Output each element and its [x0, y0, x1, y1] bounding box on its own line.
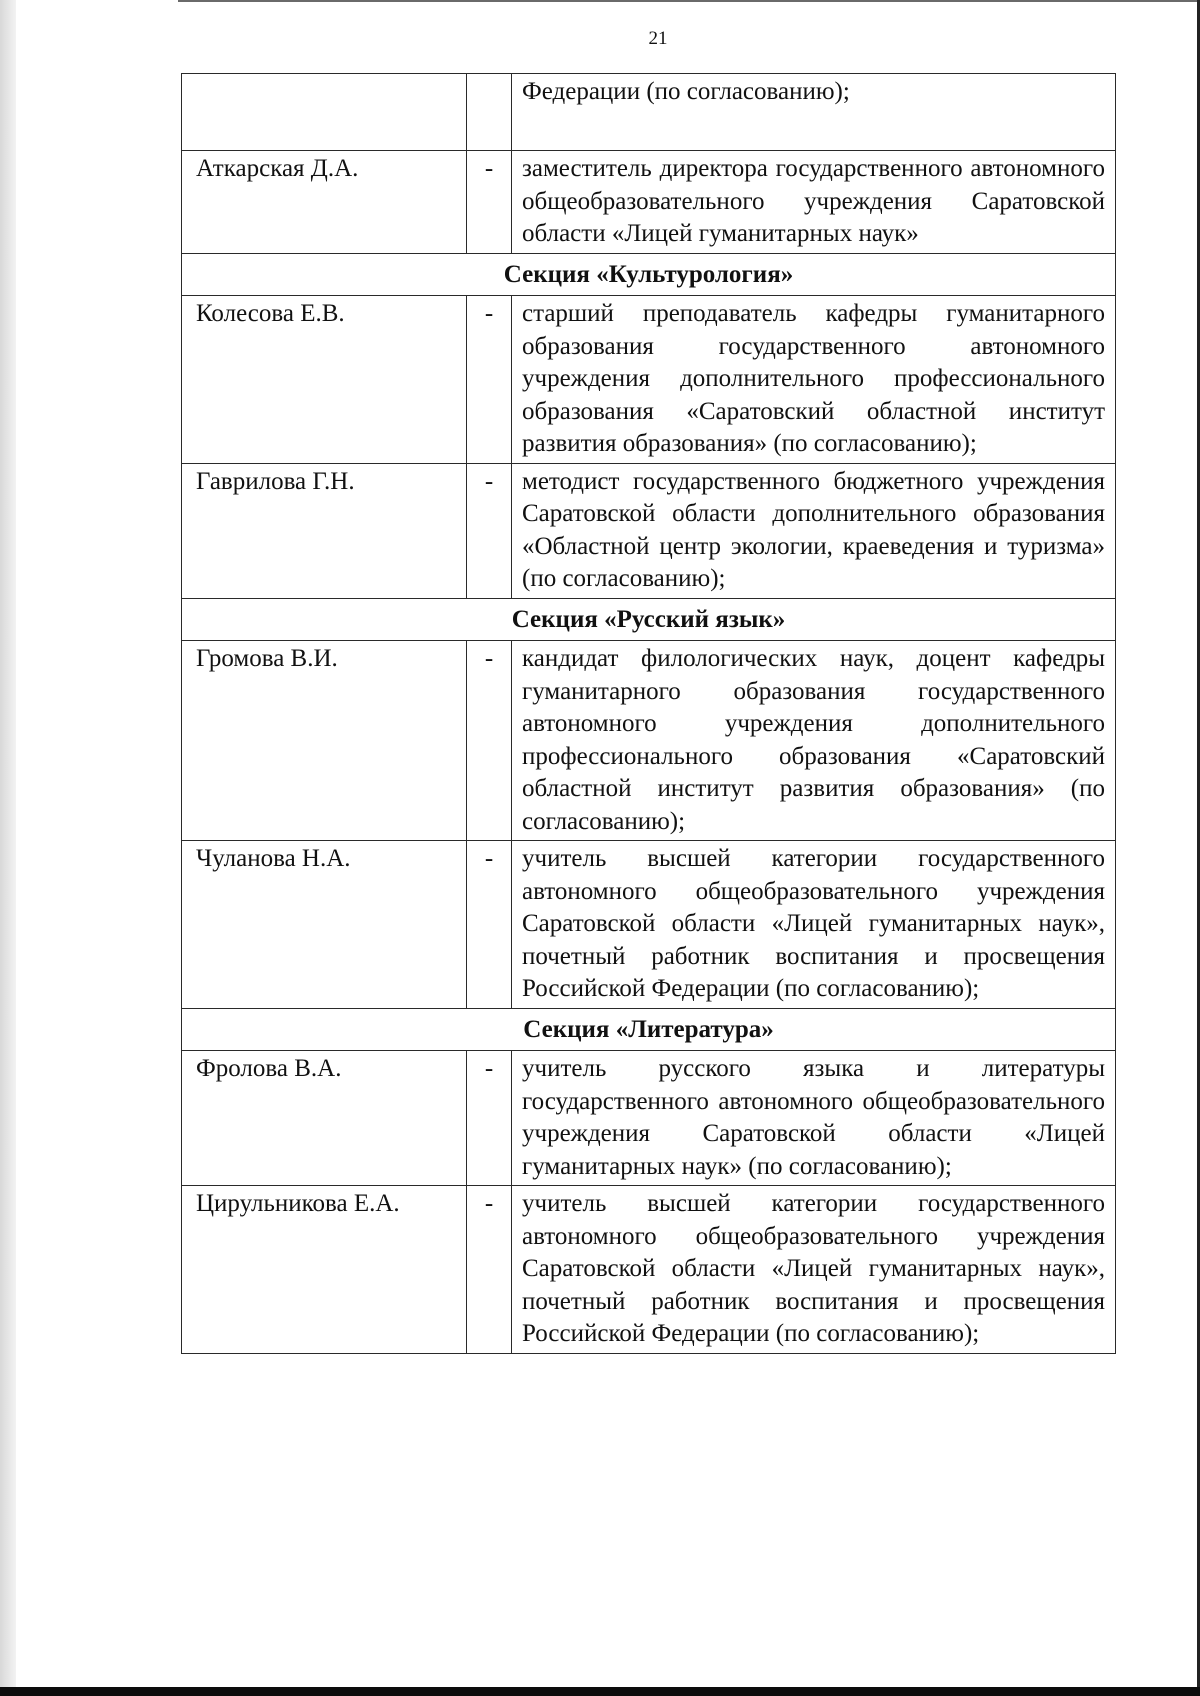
member-name: Аткарская Д.А. [182, 151, 467, 254]
table-row [182, 74, 1116, 151]
table-row [182, 1051, 1116, 1186]
table-row [182, 841, 1116, 1009]
dash-separator: - [467, 841, 512, 1009]
member-position: методист государственного бюджетного учреждения Саратовской области дополнительного образования «Областной центр экологии, краеведения и туризма» (по согласованию); [512, 463, 1116, 598]
dash-separator: - [467, 463, 512, 598]
dash-separator: - [467, 151, 512, 254]
dash-separator: - [467, 1051, 512, 1186]
section-row [182, 253, 1116, 296]
page-edge-top [178, 0, 1200, 2]
table-row [182, 296, 1116, 464]
table-row [182, 641, 1116, 841]
member-position: кандидат филологических наук, доцент кафедры гуманитарного образования государственного автономного учреждения дополнительного профессионального образования «Саратовский областной институт развития образования» (по согласованию); [512, 641, 1116, 841]
section-row [182, 1008, 1116, 1051]
member-name: Колесова Е.В. [182, 296, 467, 464]
member-name: Цирульникова Е.А. [182, 1186, 467, 1354]
member-position: учитель русского языка и литературы государственного автономного общеобразовательного учреждения Саратовской области «Лицей гуманитарных наук» (по согласованию); [512, 1051, 1116, 1186]
dash-separator [467, 74, 512, 151]
dash-separator: - [467, 296, 512, 464]
member-name: Громова В.И. [182, 641, 467, 841]
member-position: старший преподаватель кафедры гуманитарного образования государственного автономного учреждения дополнительного профессионального образования «Саратовский областной институт развития образования» (по согласованию); [512, 296, 1116, 464]
section-row [182, 598, 1116, 641]
dash-separator: - [467, 641, 512, 841]
member-name [182, 74, 467, 151]
member-position: учитель высшей категории государственного автономного общеобразовательного учреждения Саратовской области «Лицей гуманитарных наук», почетный работник воспитания и просвещения Российской Федерации (по согласованию); [512, 1186, 1116, 1354]
member-name: Фролова В.А. [182, 1051, 467, 1186]
section-heading: Секция «Культурология» [182, 253, 1116, 296]
page-number: 21 [648, 28, 668, 49]
page-edge-bottom [0, 1687, 1200, 1696]
section-heading: Секция «Литература» [182, 1008, 1116, 1051]
section-heading: Секция «Русский язык» [182, 598, 1116, 641]
page-edge-left [0, 0, 16, 1696]
member-position: заместитель директора государственного автономного общеобразовательного учреждения Саратовской области «Лицей гуманитарных наук» [512, 151, 1116, 254]
table-row [182, 463, 1116, 598]
committee-table [181, 73, 1116, 1354]
member-position: Федерации (по согласованию); [512, 74, 1116, 151]
member-position: учитель высшей категории государственного автономного общеобразовательного учреждения Саратовской области «Лицей гуманитарных наук», почетный работник воспитания и просвещения Российской Федерации (по согласованию); [512, 841, 1116, 1009]
member-name: Чуланова Н.А. [182, 841, 467, 1009]
table-row [182, 1186, 1116, 1354]
table-row [182, 151, 1116, 254]
dash-separator: - [467, 1186, 512, 1354]
member-name: Гаврилова Г.Н. [182, 463, 467, 598]
